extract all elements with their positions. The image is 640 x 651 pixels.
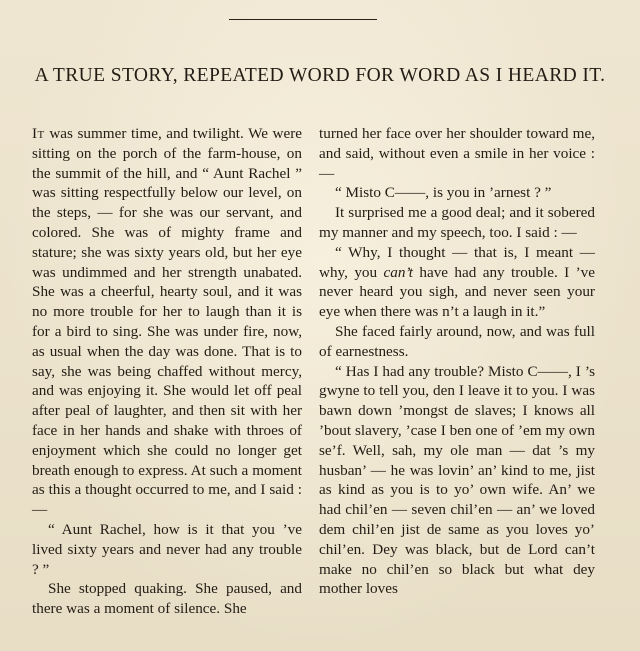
bleed-through-text xyxy=(0,0,640,60)
paragraph-text: was summer time, and twilight. We were sitting on the porch of the farm-house, on the summit of the hill, and “ Aunt Rachel ” was sitting respectfully below our level, on the steps, — for she was our servant, and colored. She was of mighty frame and stature; she was sixty years old, but her eye was undimmed and her strength unabated. She was a cheerful, hearty soul, and it was no more trouble for her to laugh than it is for a bird to sing. She was under fire, now, as usual when the day was done. That is to say, she was being chaffed without mercy, and was enjoying it. She would let off peal after peal of laughter, and then sit with her face in her hands and shake with throes of enjoyment which she could no longer get breath enough to express. At such a moment as this a thought occurred to me, and I said : — xyxy=(32,125,302,519)
paragraph-text: have had any trouble. I ’ve never heard you sigh, and never seen your eye when there was n’t a laugh in it.” xyxy=(319,263,595,321)
paragraph-text: “ Why, I thought — that is, I meant — why, you xyxy=(319,243,595,281)
paragraph: “ Aunt Rachel, how is it that you ’ve lived sixty years and never had any trouble ? ” xyxy=(32,520,302,578)
paragraph xyxy=(32,124,302,520)
story-title: A TRUE STORY, REPEATED WORD FOR WORD AS I HEARD IT. xyxy=(34,65,606,86)
paragraph: It surprised me a good deal; and it sobered my manner and my speech, too. I said : — xyxy=(319,204,595,241)
opening-word: It xyxy=(32,125,45,142)
paragraph: turned her face over her shoulder toward me, and said, without even a smile in her voice : — xyxy=(319,125,595,182)
paragraph xyxy=(319,243,595,322)
paragraph: “ Has I had any trouble? Misto C——, I ’s gwyne to tell you, den I leave it to you. I was bawn down ’mongst de slaves; I knows all ’bout slavery, ’case I ben one of ’em my own se’f. Well, sah, my ole man — dat ’s my husban’ — he was lovin’ an’ kind to me, jist as kind as you is to yo’ own wife. An’ we had chil’en — seven chil’en — an’ we loved dem chil’en jist de same as you loves yo’ chil’en. Dey was black, but de Lord can’t make no chil’en so black but what dey mother loves xyxy=(319,362,595,598)
right-column xyxy=(319,124,595,599)
emphasis-text: can’t xyxy=(383,263,414,281)
top-rule xyxy=(229,19,377,20)
left-column xyxy=(32,124,302,619)
paragraph: She stopped quaking. She paused, and there was a moment of silence. She xyxy=(32,580,302,618)
paragraph: She faced fairly around, now, and was full of earnestness. xyxy=(319,322,595,360)
paragraph: “ Misto C——, is you in ’arnest ? ” xyxy=(335,184,552,202)
